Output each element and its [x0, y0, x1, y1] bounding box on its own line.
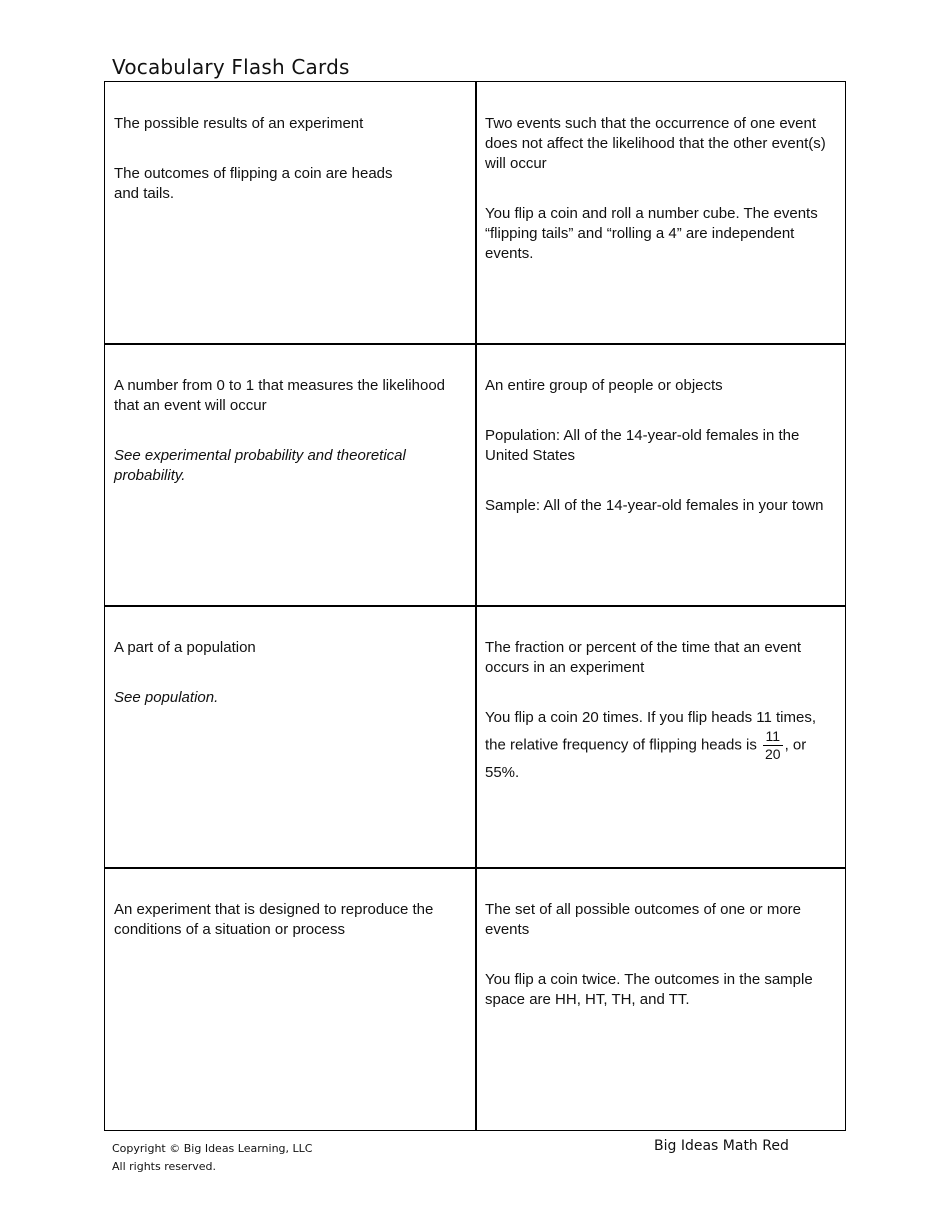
card-definition: An entire group of people or objects [485, 377, 723, 394]
flash-card-sample-space [476, 868, 846, 1130]
card-definition: An experiment that is designed to reproduce the conditions of a situation or process [114, 901, 434, 938]
card-definition: The possible results of an experiment [114, 115, 364, 132]
card-example-sample: Sample: All of the 14-year-old females in your town [485, 497, 824, 514]
card-example [485, 708, 836, 783]
flash-card-simulation [105, 868, 475, 1130]
card-example: Population: All of the 14-year-old females in the United States [485, 427, 800, 464]
flash-card-independent-events [476, 82, 846, 344]
flash-card-probability [105, 344, 475, 606]
flash-card-population [476, 344, 846, 606]
card-example: You flip a coin and roll a number cube. The events “flipping tails” and “rolling a 4” are independent events. [485, 205, 818, 262]
flash-card-outcomes [105, 82, 475, 344]
copyright-text: Copyright © Big Ideas Learning, LLC [112, 1142, 313, 1155]
example-intro: You flip a coin 20 times. If you flip heads 11 times, the relative frequency of flipping heads is [485, 709, 817, 754]
card-definition: Two events such that the occurrence of one event does not affect the likelihood that the other event(s) will occur [485, 115, 826, 172]
flash-card-relative-frequency [476, 606, 846, 868]
example-tail: , or 55%. [485, 736, 807, 781]
copyright-notice [112, 1140, 312, 1176]
card-example: See population. [114, 689, 219, 706]
flash-card-sample [105, 606, 475, 868]
page-title: Vocabulary Flash Cards [112, 55, 350, 79]
card-example: You flip a coin twice. The outcomes in the sample space are HH, HT, TH, and TT. [485, 971, 813, 1008]
card-example: See experimental probability and theoretical probability. [114, 447, 406, 484]
fraction [763, 728, 783, 763]
book-title: Big Ideas Math Red [654, 1138, 789, 1154]
fraction-denominator: 20 [765, 746, 781, 762]
card-example: The outcomes of flipping a coin are heads and tails. [114, 165, 393, 202]
flash-card-grid [104, 81, 846, 1131]
card-definition: A part of a population [114, 639, 256, 656]
card-definition: The fraction or percent of the time that an event occurs in an experiment [485, 639, 802, 676]
fraction-numerator: 11 [763, 728, 783, 746]
card-definition: A number from 0 to 1 that measures the likelihood that an event will occur [114, 377, 446, 414]
rights-text: All rights reserved. [112, 1160, 217, 1173]
card-definition: The set of all possible outcomes of one or more events [485, 901, 801, 938]
